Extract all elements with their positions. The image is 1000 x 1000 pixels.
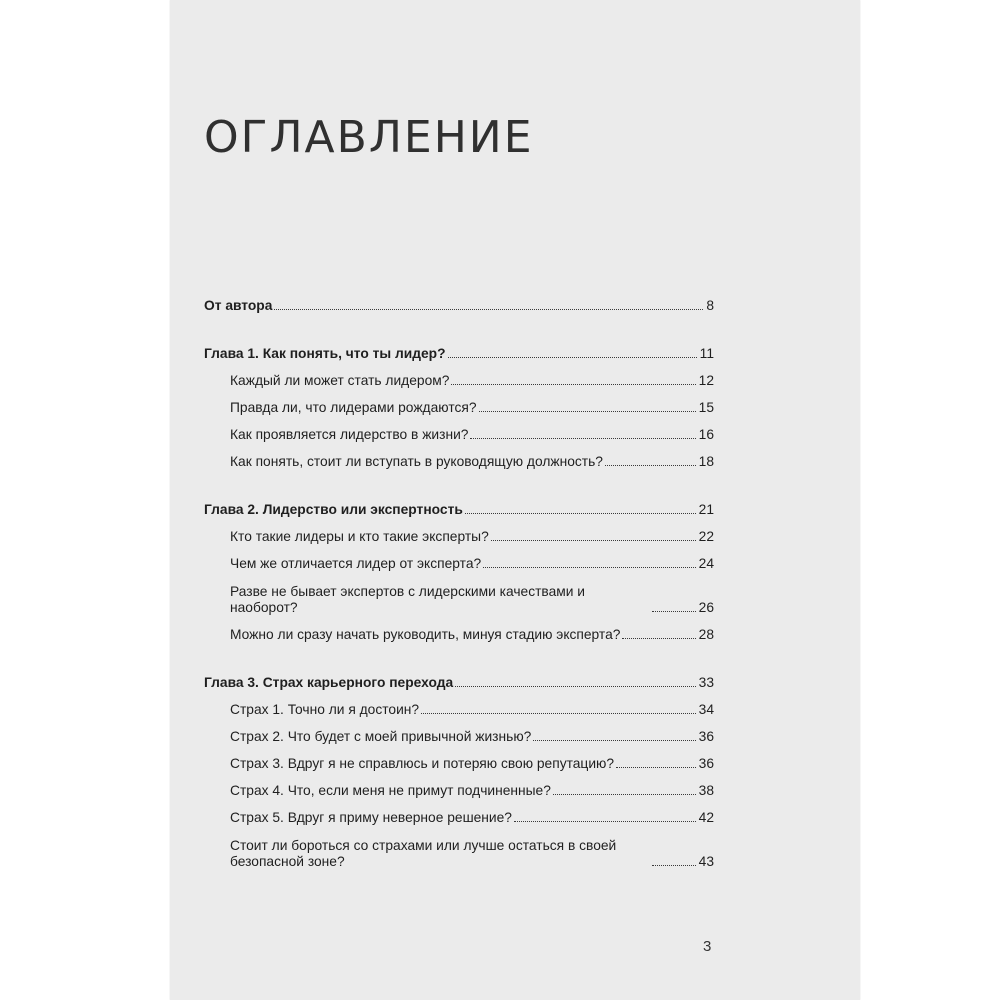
toc-entry-subsection [204,419,714,446]
toc-entry-title: Кто такие лидеры и кто такие эксперты? [230,529,489,544]
toc-entry-title: Можно ли сразу начать руководить, минуя стадию эксперта? [230,627,621,642]
toc-entry-page: 22 [698,529,714,544]
toc-entry-subsection [204,802,714,829]
toc-entry-chapter [204,494,714,521]
toc-section [204,338,714,473]
toc-entry-title: Чем же отличается лидер от эксперта? [230,556,482,571]
toc-entry-subsection [204,829,714,873]
dot-leader [491,540,696,541]
toc-entry-page: 8 [706,298,714,313]
dot-leader [483,567,695,568]
toc-entry-subsection [204,619,714,646]
toc-entry-subsection [204,365,714,392]
toc-entry-subsection [204,548,714,575]
dot-leader [652,865,696,866]
dot-leader [616,767,696,768]
dot-leader [533,740,695,741]
dot-leader [479,411,696,412]
toc-entry-chapter [204,290,714,317]
toc-entry-subsection [204,392,714,419]
dot-leader [605,465,696,466]
toc-entry-page: 24 [698,556,714,571]
toc-entry-page: 11 [699,346,714,361]
toc-entry-chapter [204,338,714,365]
dot-leader [514,821,696,822]
toc-entry-page: 26 [698,600,714,615]
page-number: 3 [703,938,712,955]
dot-leader [421,713,696,714]
dot-leader [652,611,696,612]
toc-heading: ОГЛАВЛЕНИЕ [204,112,534,163]
toc-entry-page: 36 [698,729,714,744]
toc-entry-subsection [204,575,714,619]
dot-leader [553,794,696,795]
dot-leader [274,309,703,310]
toc-entry-title: Правда ли, что лидерами рождаются? [230,400,477,415]
toc-entry-title: Разве не бывает экспертов с лидерскими качествами и наоборот? [230,584,585,615]
toc-entry-title: Как понять, стоит ли вступать в руководящую должность? [230,454,603,469]
dot-leader [451,384,695,385]
toc-entry-page: 42 [698,810,714,825]
toc-entry-chapter [204,667,714,694]
toc-entry-title: Стоит ли бороться со страхами или лучше остаться в своей безопасной зоне? [230,838,617,869]
toc-entry-subsection [204,721,714,748]
toc-entry-page: 15 [698,400,714,415]
toc-entry-page: 34 [698,702,714,717]
toc-entry-title: Как проявляется лидерство в жизни? [230,427,469,442]
dot-leader [448,357,697,358]
toc-entry-subsection [204,446,714,473]
toc-entry-subsection [204,775,714,802]
dot-leader [622,638,695,639]
dot-leader [465,513,696,514]
toc-section [204,290,714,317]
toc-entry-title: Глава 1. Как понять, что ты лидер? [204,346,446,361]
toc-entry-page: 43 [698,854,714,869]
toc-entry-title: Глава 3. Страх карьерного перехода [204,675,454,690]
toc-entry-title: Каждый ли может стать лидером? [230,373,450,388]
toc-entry-page: 38 [698,783,714,798]
toc-entry-subsection [204,694,714,721]
toc-section [204,667,714,873]
toc-entry-page: 28 [698,627,714,642]
toc-entry-page: 36 [698,756,714,771]
toc-section [204,494,714,646]
dot-leader [455,686,695,687]
dot-leader [470,438,695,439]
table-of-contents [204,290,714,894]
toc-entry-subsection [204,521,714,548]
toc-entry-title: Страх 2. Что будет с моей привычной жизнью? [230,729,532,744]
toc-entry-title: Страх 5. Вдруг я приму неверное решение? [230,810,512,825]
toc-entry-title: Страх 3. Вдруг я не справлюсь и потеряю свою репутацию? [230,756,615,771]
toc-entry-page: 12 [698,373,714,388]
toc-entry-page: 18 [698,454,714,469]
toc-entry-title: Страх 1. Точно ли я достоин? [230,702,420,717]
toc-entry-title: Глава 2. Лидерство или экспертность [204,502,463,517]
toc-entry-page: 21 [698,502,714,517]
toc-entry-page: 33 [698,675,714,690]
toc-entry-title: От автора [204,298,273,313]
toc-entry-page: 16 [698,427,714,442]
toc-entry-title: Страх 4. Что, если меня не примут подчиненные? [230,783,551,798]
toc-entry-subsection [204,748,714,775]
